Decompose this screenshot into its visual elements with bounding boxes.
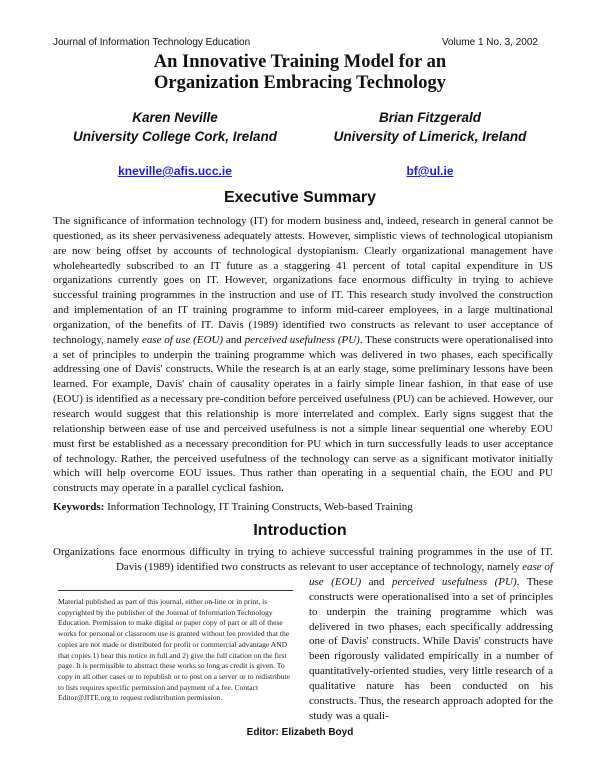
executive-summary-text — [53, 214, 553, 496]
emphasis-pu: perceived usefulness (PU) — [244, 333, 360, 346]
keywords-value: Information Technology, IT Training Constructs, Web-based Training — [104, 501, 413, 513]
author-name: Karen Neville — [132, 110, 218, 125]
editor-footer: Editor: Elizabeth Boyd — [246, 727, 354, 738]
summary-text-part: and — [223, 333, 245, 346]
introduction-text-right-column — [309, 575, 553, 723]
emphasis-eou: ease of — [522, 560, 553, 573]
summary-text-part: . These constructs were operationalised into a set of principles to underpin the training programme which was delivered in two phases, each specifically addressing one of Davis' constructs. While the research is at an early stage, some preliminary lessons have been learned. For example, Davis' chain of causality operates in a fairly simple linear fashion, in that ease of use (EOU) is identified as a necessary pre-condition before perceived usefulness (PU) can be achieved. However, our research would suggest that this relationship is more interrelated and complex. Early signs suggest that the relationship between ease of use and perceived usefulness is not a simple linear sequential one whereby EOU must first be established as a necessary precondition for PU which in turn successfully leads to user acceptance of technology. Rather, the perceived usefulness of the technology can serve as a significant motivator initially which will help overcome EOU issues. Thus rather than operating in a sequential chain, the EOU and PU constructs may operate in a parallel cyclical fashion. — [53, 333, 553, 495]
emphasis-eou: ease of use (EOU) — [141, 333, 224, 346]
author-affiliation: University College Cork, Ireland — [72, 129, 278, 144]
author-name: Brian Fitzgerald — [378, 110, 481, 125]
author-2 — [325, 108, 535, 181]
title-line-2: Organization Embracing Technology — [154, 73, 446, 93]
introduction-heading: Introduction — [253, 522, 347, 539]
author-affiliation: University of Limerick, Ireland — [333, 129, 527, 144]
keywords-label: Keywords: — [53, 501, 105, 513]
paper-title — [0, 52, 600, 94]
author-email-link[interactable]: bf@ul.ie — [406, 164, 454, 178]
intro-text-part: . These constructs were operationalised into a set of principles to underpin the training programme which was delivered in two phases, each specifically addressing one of Davis' constructs. While Davis' constructs have been rigorously validated empirically in a number of quantitatively-oriented studies, very little research of a qualitative nature has been conducted on his constructs. Thus, the research approach adopted for the study was a quali- — [309, 576, 553, 722]
copyright-notice: Material published as part of this journal, either on-line or in print, is copyrighted by the publisher of the Journal of Information Technology Education. Permission to make digital or paper copy of part or all of these works for personal or classroom use is granted without fee provided that the copies are not made or distributed for profit or commercial advantage AND that copies 1) bear this notice in full and 2) give the full citation on the first page. It is permissible to abstract these works so long as credit is given. To copy in all other cases or to republish or to post on a server or to redistribute to lists requires specific permission and payment of a fee. Contact Editor@JITE.org to request redistribution permission. — [58, 590, 293, 704]
emphasis-pu: perceived usefulness (PU) — [392, 576, 517, 588]
introduction-text-full-width — [53, 545, 553, 575]
volume-info: Volume 1 No. 3, 2002 — [441, 37, 538, 48]
journal-name: Journal of Information Technology Education — [53, 37, 251, 48]
intro-text-part: Organizations face enormous difficulty in trying to achieve successful training programmes in the use of IT. Davis (1989) identified two constructs as relevant to user acceptance of technology, namely — [53, 546, 553, 573]
summary-text-part: The significance of information technology (IT) for modern business and, indeed, research in general cannot be questioned, as its sheer pervasiveness adequately attests. However, simplistic views of technological utopianism are now being offset by accounts of technological dystopianism. Clearly organizational management have wholeheartedly subscribed to an IT future as a staggering 41 percent of total capital expenditure in US organizations currently goes on IT. However, organizations face enormous difficulty in trying to achieve successful training programmes in the instruction and use of IT. This research study involved the construction and implementation of an IT training programme to inform mid-career employees, in a large multinational organization, of the benefits of IT. Davis (1989) identified two constructs as relevant to user acceptance of technology, namely — [53, 215, 553, 346]
keywords-line — [53, 500, 553, 515]
executive-summary-heading: Executive Summary — [223, 189, 377, 206]
title-line-1: An Innovative Training Model for an — [153, 52, 447, 72]
author-1 — [65, 108, 285, 181]
emphasis-eou: use (EOU) — [309, 576, 362, 588]
author-email-link[interactable]: kneville@afis.ucc.ie — [118, 164, 232, 178]
intro-text-part: and — [361, 576, 393, 588]
running-header — [53, 37, 538, 51]
